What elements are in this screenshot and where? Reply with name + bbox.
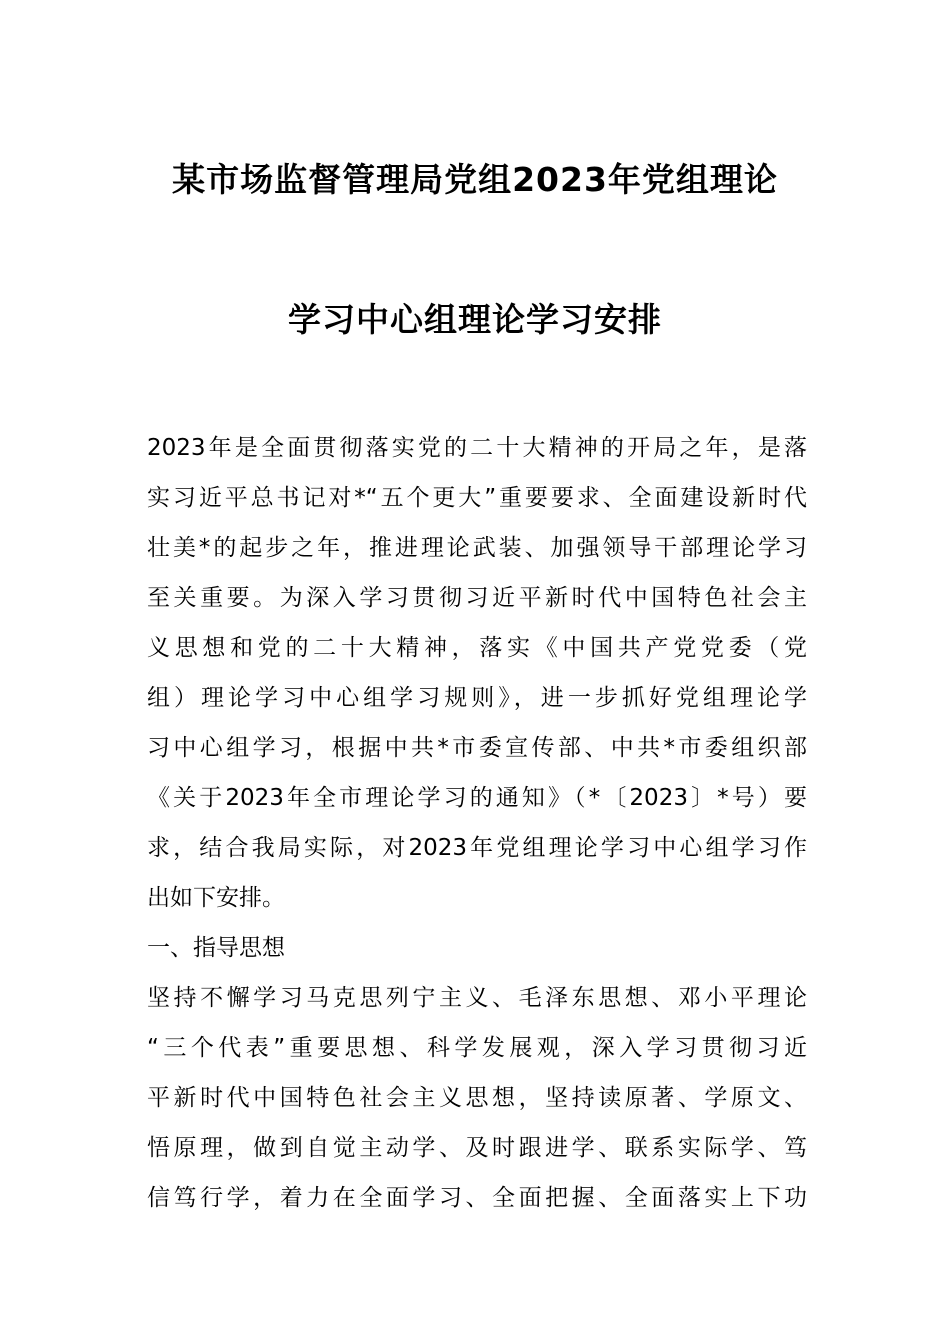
document-title-line-2: 学习中心组理论学习安排 <box>288 300 662 339</box>
paragraph-line: 2023年是全面贯彻落实党的二十大精神的开局之年，是落 <box>147 435 807 461</box>
paragraph-line: 信笃行学，着力在全面学习、全面把握、全面落实上下功 <box>147 1185 807 1211</box>
paragraph-line: 坚持不懈学习马克思列宁主义、毛泽东思想、邓小平理论 <box>147 985 807 1011</box>
section-heading-text: 一、指导思想 <box>147 935 285 961</box>
paragraph-line: 出如下安排。 <box>147 885 285 911</box>
paragraph-line: 至关重要。为深入学习贯彻习近平新时代中国特色社会主 <box>147 585 807 611</box>
guiding-ideology-paragraph <box>147 973 807 1223</box>
paragraph-line: 求，结合我局实际，对2023年党组理论学习中心组学习作 <box>147 835 807 861</box>
section-heading-guiding-ideology <box>147 923 807 973</box>
paragraph-line: 壮美*的起步之年，推进理论武装、加强领导干部理论学习 <box>147 535 807 561</box>
paragraph-line: 义思想和党的二十大精神，落实《中国共产党党委（党 <box>147 635 807 661</box>
document-title-line-1: 某市场监督管理局党组2023年党组理论 <box>172 160 778 199</box>
intro-paragraph <box>147 423 807 923</box>
paragraph-line: 习中心组学习，根据中共*市委宣传部、中共*市委组织部 <box>147 735 807 761</box>
paragraph-line: 实习近平总书记对*“五个更大”重要要求、全面建设新时代 <box>147 485 807 511</box>
paragraph-line: 悟原理，做到自觉主动学、及时跟进学、联系实际学、笃 <box>147 1135 807 1161</box>
paragraph-line: 组）理论学习中心组学习规则》，进一步抓好党组理论学 <box>147 685 807 711</box>
paragraph-line: “三个代表”重要思想、科学发展观，深入学习贯彻习近 <box>147 1035 807 1061</box>
paragraph-line: 平新时代中国特色社会主义思想，坚持读原著、学原文、 <box>147 1085 807 1111</box>
paragraph-line: 《关于2023年全市理论学习的通知》（*〔2023〕*号）要 <box>147 785 807 811</box>
